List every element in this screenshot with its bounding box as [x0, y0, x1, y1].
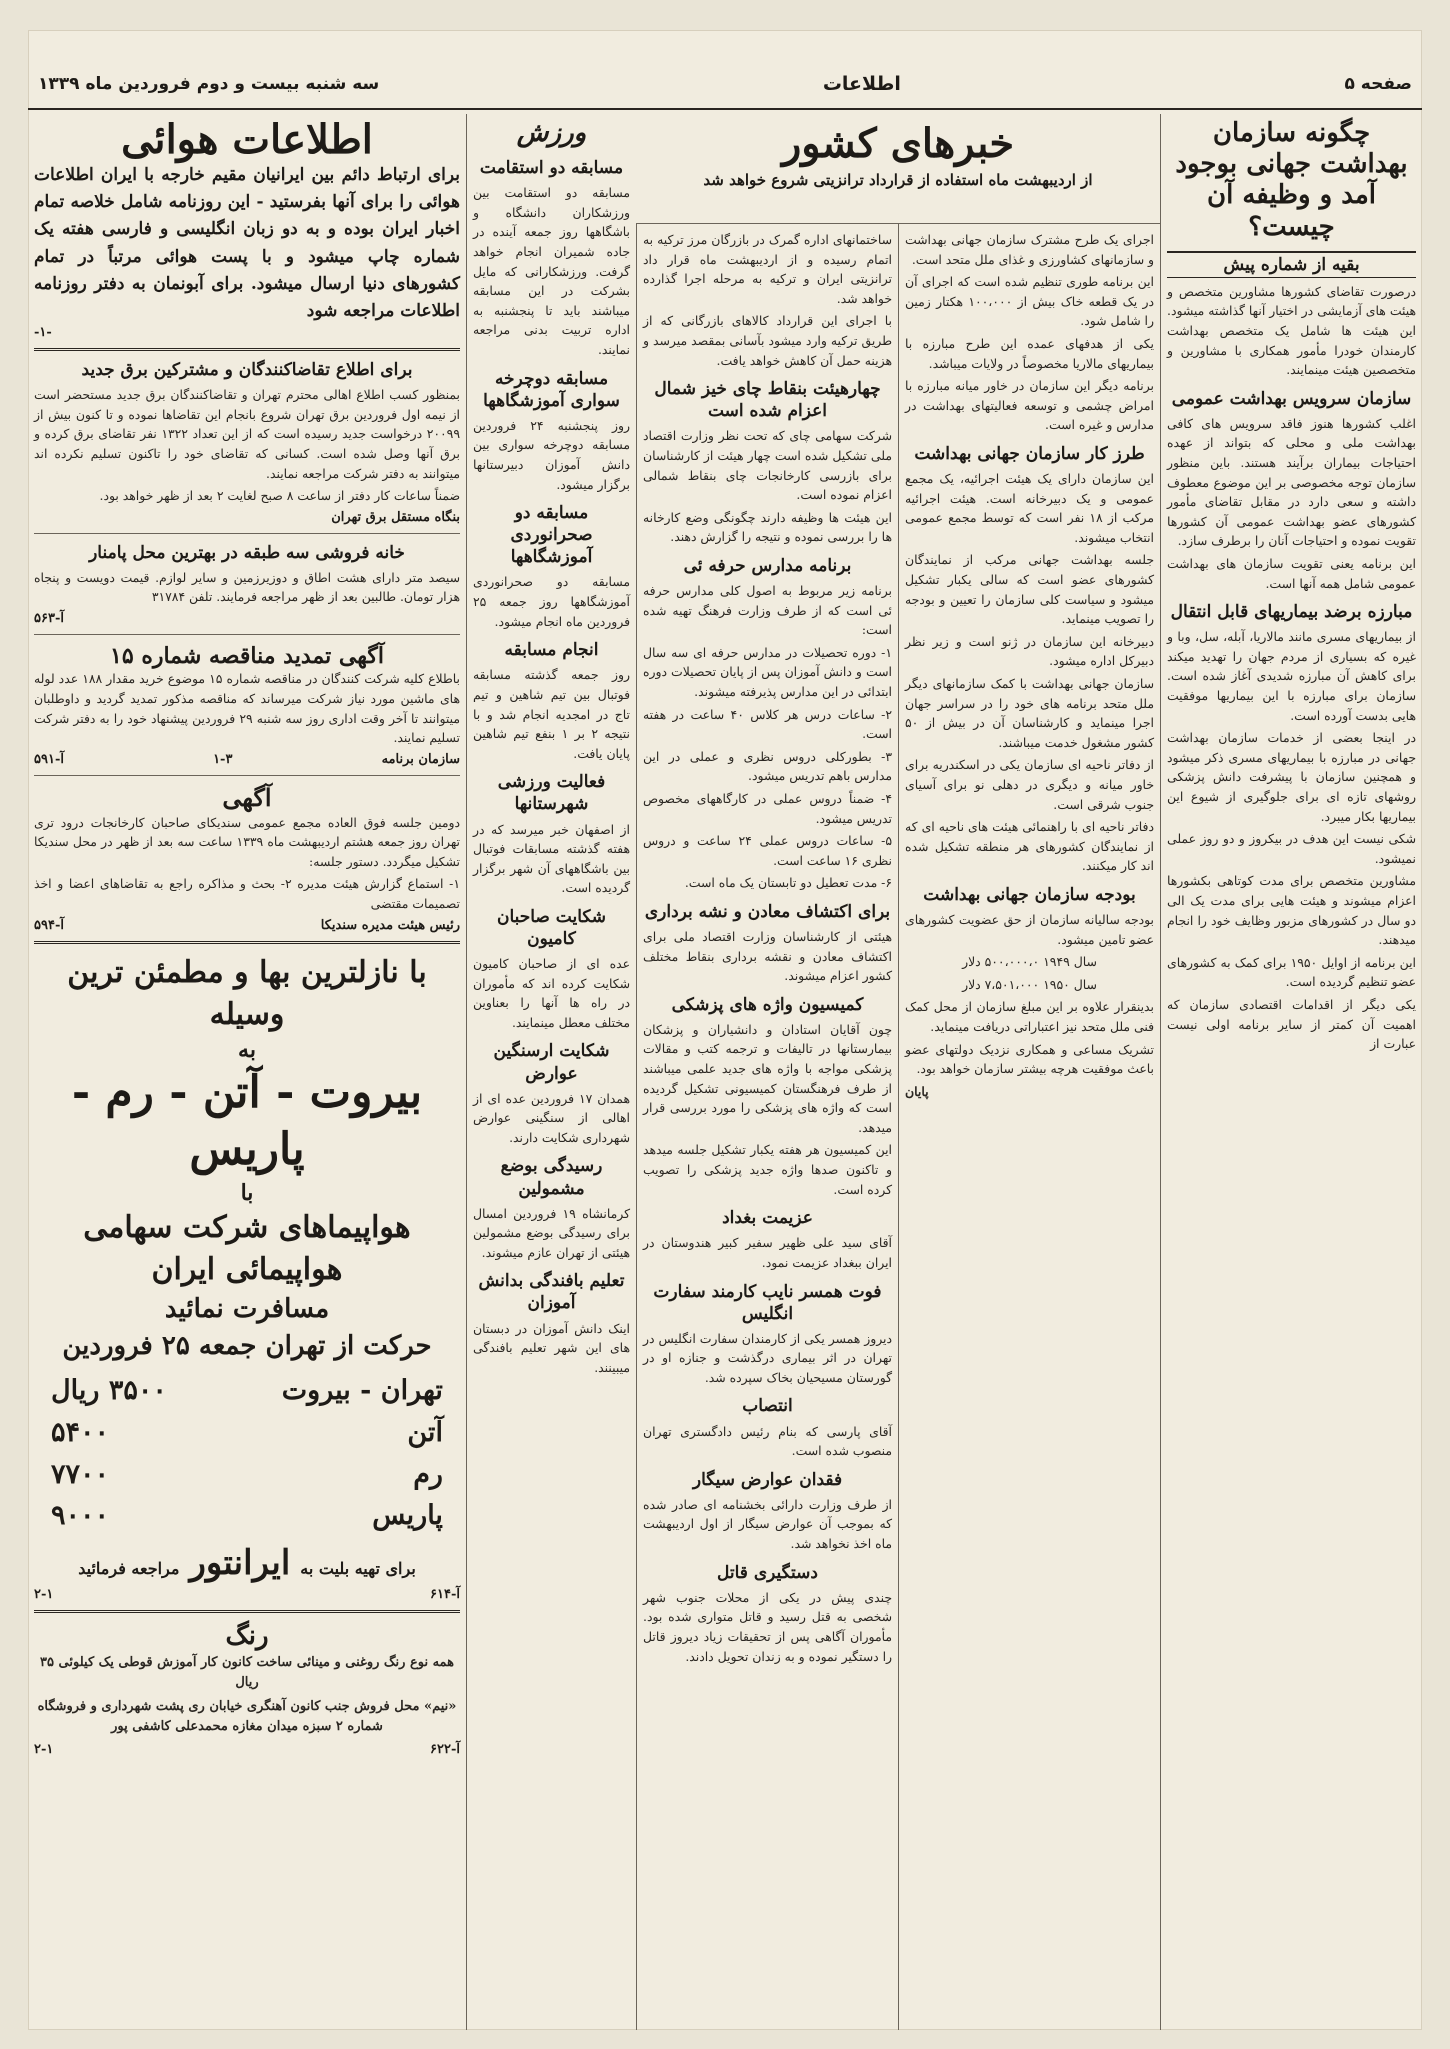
airline-name: هواپیماهای شرکت سهامی هواپیمائی ایران	[83, 1210, 411, 1288]
article-end: پایان	[905, 1083, 929, 1099]
paragraph: چون آقایان استادان و دانشیاران و پزشکان بیمارستانها در تالیفات و ترجمه کتب و مقالات پزشکی مواجه با واژه های جدید علمی میباشند از طرف فرهنگستان کمیسیونی تشکیل گردیده است که واژه های پزشکی را مورد بررسی قرار میدهد.	[643, 1021, 892, 1135]
ad-reference	[34, 1742, 460, 1757]
paragraph: ۵- ساعات دروس عملی ۲۴ ساعت و دروس نظری ۱۶ ساعت است.	[643, 833, 892, 868]
ad-heading: برای اطلاع تقاضاکنندگان و مشترکین برق جدید	[81, 360, 413, 381]
section-heading: سازمان سرویس بهداشت عمومی	[1171, 388, 1412, 409]
destinations: بیروت - آتن - رم - پاریس	[71, 1067, 423, 1176]
national-news-title: خبرهای کشور	[781, 120, 1015, 167]
section-heading: رسیدگی بوضع مشمولین	[500, 1156, 603, 1199]
ad-body	[34, 568, 460, 607]
price: ۷۷۰۰	[51, 1458, 110, 1490]
column-sports	[466, 114, 636, 2030]
divider	[34, 775, 460, 776]
paragraph: ۲- ساعات درس هر کلاس ۴۰ ساعت در هفته است.	[643, 706, 892, 742]
section-heading: مسابقه دو صحرانوردی آموزشگاهها	[510, 503, 593, 568]
paragraph: از بیماریهای مسری مانند مالاریا، آبله، سل، وبا و غیره که بسیاری از مردم جهان را تهدید میکند برای کاهش آن مبارزه شدیدی آغاز شده است. سازمان برای مبارزه با این بیماریها موفقیت هایی بدست آورده است.	[1167, 629, 1416, 723]
article-body	[643, 426, 892, 547]
ad-line: با نازلترین بها و مطمئن ترین وسیله	[67, 954, 427, 1032]
section-heading: کمیسیون واژه های پزشکی	[671, 994, 864, 1015]
paragraph: همه نوع رنگ روغنی و مینائی ساخت کانون کار آموزش قوطی یک کیلوئی ۳۵ ریال	[40, 1654, 454, 1691]
paragraph: مسابقه دو صحرانوردی آموزشگاهها روز جمعه ۲۵ فروردین ماه انجام میشود.	[473, 574, 630, 629]
route: تهران - بیروت	[281, 1374, 443, 1406]
article-body	[473, 665, 630, 763]
paragraph: اغلب کشورها هنوز فاقد سرویس های کافی بهداشت ملی و محلی که بتواند از عهده احتیاجات بیماران برآیند هستند. باین منظور سازمان توجه مخصوصی بر این موضوع معطوف داشته و سعی دارد در مقابل تقاضای مأمور کشورهای عضو بهداشت عمومی آن کشورها تقویت نموده و احتیاجات آنان را برطرف سازد.	[1167, 415, 1416, 549]
article-body	[905, 469, 1154, 876]
article-body	[473, 1204, 630, 1263]
article-body	[473, 820, 630, 898]
article-body	[643, 1495, 892, 1554]
agency-name: ایرانتور	[189, 1543, 291, 1584]
paragraph: یکی از هدفهای عمده این طرح مبارزه با بیماریهای مالاریا مخصوصاً در ولایات میباشد.	[905, 335, 1154, 371]
paragraph: از دفاتر ناحیه ای سازمان یکی در اسکندریه برای خاور میانه و دیگری در دهلی نو برای آسیای جنوب شرقی است.	[905, 757, 1154, 812]
sports-title: ورزش	[516, 118, 587, 148]
section-heading: فوت همسر نایب کارمند سفارت انگلیس	[653, 1281, 882, 1324]
reference-code: ۲-۱	[34, 1741, 54, 1757]
paragraph: از اصفهان خبر میرسد که در هفته گذشته مسابقات فوتبال بین باشگاههای آن شهر برگزار گردیده است.	[473, 821, 630, 896]
column-health-article	[1160, 114, 1422, 2030]
paragraph: اینک دانش آموزان در دبستان های این شهر تعلیم بافندگی میبینند.	[473, 1320, 630, 1375]
ad-reference	[34, 611, 460, 626]
reference-code: آ-۶۱۴	[430, 1587, 460, 1603]
airline-ad	[34, 952, 460, 1603]
ad-heading: خانه فروشی سه طبقه در بهترین محل پامنار	[89, 542, 405, 563]
section-heading: طرز کار سازمان جهانی بهداشت	[914, 443, 1145, 464]
paragraph: همدان ۱۷ فروردین عده ای از اهالی از سنگینی عوارض شهرداری شکایت دارند.	[473, 1090, 630, 1145]
divider	[34, 348, 460, 351]
paragraph: کرمانشاه ۱۹ فروردین امسال برای رسیدگی بوضع مشمولین هیئتی از تهران عازم میشوند.	[473, 1205, 631, 1260]
paragraph: عده ای از صاحبان کامیون شکایت کرده اند که مأموران در راه ها آنها را بعناوین مختلف معطل مینمایند.	[473, 956, 630, 1030]
article-body	[643, 1329, 892, 1388]
divider	[34, 1610, 460, 1613]
section-heading: تعلیم بافندگی بدانش آموزان	[478, 1271, 625, 1314]
section-heading: انتصاب	[742, 1396, 793, 1417]
reference-code: آ-۵۶۳	[34, 611, 64, 627]
paragraph: یکی دیگر از اقدامات اقتصادی سازمان که اهمیت آن کمتر از سایر برنامه اولی نیست عبارت از	[1167, 996, 1416, 1052]
price-row	[51, 1412, 443, 1454]
section-heading: فقدان عوارض سیگار	[692, 1469, 843, 1490]
ad-body	[34, 385, 460, 506]
ad-heading: آگهی	[222, 782, 272, 812]
paragraph: آقای سید علی ظهیر سفیر کبیر هندوستان در ایران ببغداد عزیمت نمود.	[643, 1235, 892, 1270]
article-body	[643, 927, 892, 986]
article-body	[643, 1020, 892, 1199]
masthead	[28, 60, 1422, 110]
paragraph: شکی نیست این هدف در بیکروز و دو روز عملی نمیشود.	[1167, 831, 1416, 866]
column-health-continued	[898, 114, 1160, 2030]
air-edition-lead: برای ارتباط دائم بین ایرانیان مقیم خارجه با ایران اطلاعات هوائی را برای آنها بفرستید - این روزنامه شامل خلاصه تمام اخبار ایران بوده و به دو زبان انگلیسی و فارسی هفته یک شماره چاپ میشود و با پست هوائی مرتباً در تمام کشورهای دنیا ارسال میشود. برای آبونمان به دفتر روزنامه اطلاعات مراجعه شود	[34, 165, 460, 321]
paragraph: مشاورین متخصص برای مدت کوتاهی بکشورها اعزام میشوند و هیئت هایی برای مدت یک الی دو سال در کشورهای مزبور وظایف خود را انجام میدهند.	[1167, 873, 1416, 948]
section-heading: بودجه سازمان جهانی بهداشت	[923, 884, 1136, 905]
article-body	[905, 910, 1154, 1101]
reference-code: ۱-۳	[213, 751, 233, 767]
article-body	[905, 230, 1154, 435]
article-body	[473, 1089, 630, 1148]
article-body	[473, 954, 630, 1032]
paragraph: دبیرخانه این سازمان در ژنو است و زیر نظر دبیرکل اداره میشود.	[905, 633, 1154, 669]
section-heading: انجام مسابقه	[504, 640, 599, 661]
paragraph: بودجه سالیانه سازمان از حق عضویت کشورهای عضو تامین میشود.	[905, 912, 1154, 947]
signature: بنگاه مستقل برق تهران	[331, 509, 460, 525]
price-row	[51, 1454, 443, 1496]
paragraph: چندی پیش در یکی از محلات جنوب شهر شخصی به قتل رسید و قاتل متواری شده بود. مأموران آگاهی پس از تحقیقات زیاد دیروز قاتل را دستگیر نموده و به زندان تحویل دادند.	[643, 1589, 892, 1664]
booking-line	[34, 1543, 460, 1583]
budget-line: سال ۱۹۵۰ ۷،۵۰۱،۰۰۰ دلار	[962, 976, 1097, 992]
reference-code: آ-۵۹۴	[34, 917, 64, 933]
paragraph: بدینقرار علاوه بر این مبلغ سازمان از محل کمک فنی ملل متحد نیز اعتباراتی دریافت مینماید.	[905, 999, 1154, 1034]
paragraph: با اجرای این قرارداد کالاهای بازرگانی که از طریق ترکیه وارد میشود بآسانی بمقصد میرسد و هزینه حمل آن کاهش خواهد یافت.	[643, 313, 892, 368]
reference-code: آ-۵۹۱	[34, 751, 64, 767]
article-subtitle: بقیه از شماره پیش	[1167, 251, 1416, 278]
paragraph: دفاتر ناحیه ای با راهنمائی هیئت های ناحیه ای که از نمایندگان کشورهای هر منطقه تشکیل شده اند کار میکنند.	[905, 819, 1154, 874]
page-number: صفحه ۵	[1344, 74, 1412, 94]
ad-signature	[34, 510, 460, 525]
paragraph: درصورت تقاضای کشورها مشاورین متخصص و هیئت های آزمایشی در اختیار آنها گذاشته میشود. این هیئت ها شامل یک متخصص بهداشت کارمندان خودرا مأمور همکاری با مشاورین و متخصصین هیئت مینمایند.	[1167, 283, 1416, 378]
paragraph: مسابقه دو استقامت بین ورزشکاران دانشگاه و باشگاهها روز جمعه آینده در جاده شمیران انجام خواهد گرفت. ورزشکارانی که مایل بشرکت در این مسابقه میباشند باید تا پنجشنبه به اداره تربیت بدنی مراجعه نمایند.	[473, 185, 630, 358]
national-news-subtitle: از اردیبهشت ماه استفاده از قرارداد ترانزیتی شروع خواهد شد	[703, 171, 1093, 189]
newspaper-name: اطلاعات	[822, 73, 901, 95]
price: ۵۴۰۰	[51, 1416, 110, 1448]
paragraph: دومین جلسه فوق العاده مجمع عمومی سندیکای صاحبان کارخانجات درود تری تهران روز جمعه هشتم اردیبهشت ماه ۱۳۳۹ ساعت سه بعد از ظهر در محل سندیکا تشکیل میگردد. دستور جلسه:	[34, 814, 461, 869]
price-row	[51, 1495, 443, 1537]
paragraph: روز جمعه گذشته مسابقه فوتبال بین تیم شاهین و تیم تاج در امجدیه انجام شد و با نتیجه ۲ بر ۱ بنفع تیم شاهین پایان یافت.	[473, 667, 630, 761]
ad-signature	[34, 752, 460, 767]
price: ۳۵۰۰ ریال	[51, 1374, 167, 1406]
air-edition-title: اطلاعات هوائی	[121, 116, 373, 163]
article-body	[643, 1233, 892, 1272]
article-body	[643, 1422, 892, 1461]
section-heading: عزیمت بغداد	[722, 1208, 813, 1229]
reference-code: ۲-۱	[34, 1587, 54, 1603]
paragraph: این هیئت ها وظیفه دارند چگونگی وضع کارخانه ها را بررسی نموده و نتیجه را گزارش دهند.	[643, 509, 892, 545]
ad-body	[34, 813, 460, 914]
paragraph: تشریک مساعی و همکاری نزدیک دولتهای عضو باعث موفقیت هرچه بیشتر سازمان خواهد بود.	[905, 1041, 1154, 1077]
section-heading: شکایت صاحبان کامیون	[496, 906, 607, 949]
article-body	[643, 581, 892, 893]
divider	[34, 533, 460, 534]
price-table	[51, 1370, 443, 1537]
route: رم	[413, 1458, 443, 1490]
article-body	[643, 1588, 892, 1666]
article-body	[1167, 627, 1416, 1053]
paragraph: شرکت سهامی چای که تحت نظر وزارت اقتصاد ملی تشکیل شده است چهار هیئت از کارشناسان برای بازرسی کارخانجات چای بنقاط شمالی اعزام نموده است.	[643, 428, 892, 503]
paragraph: برنامه دیگر این سازمان در خاور میانه مبارزه با امراض چشمی و توسعه فعالیتهای بهداشت در مدارس و غیره است.	[905, 378, 1154, 433]
paragraph: سازمان جهانی بهداشت با کمک سازمانهای دیگر ملل متحد برنامه های خود را در سراسر جهان اجرا مینماید و کارشناسان آن در بیش از ۵۰ کشور مشغول خدمت میباشند.	[905, 675, 1154, 750]
section-heading: دستگیری قاتل	[717, 1562, 818, 1583]
paragraph: ۳- بطورکلی دروس نظری و عملی در این مدارس باهم تدریس میشود.	[643, 748, 892, 784]
column-advertisements	[28, 114, 466, 2030]
paragraph: باطلاع کلیه شرکت کنندگان در مناقصه شماره ۱۵ موضوع خرید مقدار ۱۸۸ عدد لوله های ماشین مورد نیاز شرکت میرساند که مناقصه مذکور تمدید گردید و داوطلبان میتوانند تا آخر وقت اداری روز سه شنبه ۲۹ فروردین پیشنهاد خود را به دفتر شرکت تسلیم نمایند.	[34, 671, 460, 746]
issue-date: سه شنبه بیست و دوم فروردین ماه ۱۳۳۹	[38, 74, 380, 94]
ad-line: مسافرت نمائید	[164, 1294, 330, 1325]
signature: رئیس هیئت مدیره سندیکا	[320, 917, 460, 933]
paragraph: ۴- ضمناً دروس عملی در کارگاههای مخصوص تدریس میشود.	[643, 790, 892, 826]
paragraph: آقای پارسی که بنام رئیس دادگستری تهران منصوب شده است.	[643, 1423, 892, 1459]
paragraph: ساختمانهای اداره گمرک در بازرگان مرز ترکیه به اتمام رسیده و از اردیبهشت ماه قرار داد ترانزیتی ایران و ترکیه به مرحله اجرا گذارده خواهد شد.	[643, 232, 892, 306]
paragraph: هیئتی از کارشناسان وزارت اقتصاد ملی برای اکتشاف معادن و نقشه برداری بنقاط مختلف کشور اعزام میشوند.	[643, 929, 892, 984]
paragraph: ۶- مدت تعطیل دو تابستان یک ماه است.	[684, 875, 892, 891]
paragraph: سیصد متر دارای هشت اطاق و دوزیرزمین و سایر لوازم. قیمت دویست و پنجاه هزار تومان. طالبین بعد از ظهر مراجعه فرمایند. تلفن ۳۱۷۸۴	[34, 569, 460, 605]
section-heading: مسابقه دو استقامت	[479, 158, 624, 179]
column-national-news	[636, 114, 898, 2030]
paragraph: این برنامه از اوایل ۱۹۵۰ برای کمک به کشورهای عضو تنظیم گردیده است.	[1167, 954, 1416, 990]
section-heading: مبارزه برضد بیماریهای قابل انتقال	[1170, 602, 1413, 623]
budget-line: سال ۱۹۴۹ ۵۰۰،۰۰۰،۰ دلار	[962, 954, 1097, 970]
article-body	[473, 183, 630, 359]
paragraph: این کمیسیون هر هفته یکبار تشکیل جلسه میدهد و تاکنون صدها واژه جدید پزشکی را تصویب کرده است.	[643, 1142, 892, 1197]
paragraph: «نیم» محل فروش جنب کانون آهنگری خیابان ری پشت شهرداری و فروشگاه شماره ۲ سبزه میدان مغازه محمدعلی کاشفی پور	[37, 1698, 457, 1735]
paragraph: ۱- استماع گزارش هیئت مدیره ۲- بحث و مذاکره راجع به تقاضاهای اعضا و اخذ تصمیمات مقتضی	[34, 876, 460, 911]
paragraph: در اینجا بعضی از خدمات سازمان بهداشت جهانی در مبارزه با بیماریهای مسری ذکر میشود و همچنین سازمان با پیشرفت دانش پزشکی روشهای تازه ای برای جلوگیری از شیوع این بیماریها بکار میبرد.	[1167, 730, 1416, 824]
divider	[34, 634, 460, 635]
paragraph: روز پنجشنبه ۲۴ فروردین مسابقه دوچرخه سواری بین دانش آموزان دبیرستانها برگزار میشود.	[473, 417, 630, 492]
section-heading: برنامه مدارس حرفه ئی	[683, 555, 852, 576]
section-heading: مسابقه دوچرخه سواری آموزشگاهها	[483, 368, 620, 411]
ad-signature	[34, 918, 460, 933]
article-body	[473, 1319, 630, 1378]
route: آتن	[407, 1416, 443, 1448]
paragraph: برنامه زیر مربوط به اصول کلی مدارس حرفه ئی است که از طرف وزارت فرهنگ تهیه شده است:	[643, 583, 892, 638]
section-heading: فعالیت ورزشی شهرستانها	[497, 772, 606, 815]
ad-heading: رنگ	[225, 1621, 269, 1652]
route: پاریس	[372, 1500, 443, 1532]
ad-reference	[34, 1587, 460, 1602]
ad-body	[34, 669, 460, 747]
section-heading: شکایت ارسنگین عوارض	[493, 1041, 610, 1084]
section-heading: چهارهیئت بنقاط چای خیز شمال اعزام شده است	[654, 379, 881, 422]
paragraph: جلسه بهداشت جهانی مرکب از نمایندگان کشورهای عضو است که سالی یکبار تشکیل میشود و سیاست کلی سازمان را تعیین و بودجه را تصویب مینماید.	[905, 552, 1154, 627]
paragraph: این برنامه طوری تنظیم شده است که اجرای آن در یک قطعه خاک بیش از ۱۰۰،۰۰۰ هکتار زمین را شامل شود.	[905, 274, 1154, 329]
article-body	[473, 416, 630, 494]
columns	[28, 114, 1422, 2030]
paragraph: این برنامه یعنی تقویت سازمان های بهداشت عمومی شامل همه آنها است.	[1167, 555, 1416, 591]
article-body	[473, 572, 630, 631]
ad-line: با	[240, 1179, 254, 1206]
price-row	[51, 1370, 443, 1412]
paragraph: دیروز همسر یکی از کارمندان سفارت انگلیس در تهران در اثر بیماری درگذشت و جنازه او در گورستان مسیحیان بخاک سپرده شد.	[643, 1330, 892, 1385]
ad-line: برای تهیه بلیت به	[300, 1559, 416, 1579]
ad-line: به	[238, 1036, 256, 1063]
signature: سازمان برنامه	[381, 751, 460, 767]
paragraph: بمنظور کسب اطلاع اهالی محترم تهران و تقاضاکنندگان برق جدید مستحضر است از نیمه اول فروردین برق تهران شروع بانجام این تقاضاها نموده و تا کنون بیش از ۲۰۰۹۹ درخواست جدید رسیده است که از این تعداد ۱۳۲۲ نفر تقاضای برق کرده و برق آنها وصل شده است. کسانی که تقاضای خود را تاکنون تسلیم نکرده اند میتوانند به دفتر شرکت مراجعه نمایند.	[34, 387, 460, 481]
departure-date: حرکت از تهران جمعه ۲۵ فروردین	[62, 1330, 432, 1361]
article-title: چگونه سازمان بهداشت جهانی بوجود آمد و وظیفه آن چیست؟	[1175, 118, 1408, 242]
ad-code: -۱-	[34, 325, 52, 341]
paragraph: اجرای یک طرح مشترک سازمان جهانی بهداشت و سازمانهای کشاورزی و غذای ملل متحد است.	[905, 232, 1154, 267]
reference-code: آ-۶۲۲	[430, 1741, 460, 1757]
newspaper-page	[28, 30, 1422, 2030]
paragraph: ۱- دوره تحصیلات در مدارس حرفه ای سه سال است و دانش آموزان پس از پایان تحصیلات دوره ابتدائی در این مدارس پذیرفته میشوند.	[643, 644, 892, 699]
divider	[34, 941, 460, 944]
ad-heading: آگهی تمدید مناقصه شماره ۱۵	[110, 643, 384, 670]
section-heading: برای اکتشاف معادن و نشه برداری	[644, 901, 891, 922]
article-body	[1167, 414, 1416, 593]
price: ۹۰۰۰	[51, 1500, 110, 1532]
article-body	[643, 230, 892, 370]
ad-body	[34, 1653, 460, 1738]
paragraph: ضمناً ساعات کار دفتر از ساعت ۸ صبح لغایت ۲ بعد از ظهر خواهد بود.	[99, 488, 460, 504]
ad-line: مراجعه فرمائید	[78, 1559, 180, 1579]
article-body	[1167, 282, 1416, 380]
national-news-header	[636, 114, 1160, 224]
paragraph: این سازمان دارای یک هیئت اجرائیه، یک مجمع عمومی و یک دبیرخانه است. هیئت اجرائیه مرکب از ۱۸ نفر است که توسط مجمع عمومی انتخاب میشوند.	[905, 471, 1154, 545]
paragraph: از طرف وزارت دارائی بخشنامه ای صادر شده که بموجب آن عوارض سیگار از اول اردیبهشت ماه اخذ نخواهد شد.	[643, 1496, 892, 1552]
